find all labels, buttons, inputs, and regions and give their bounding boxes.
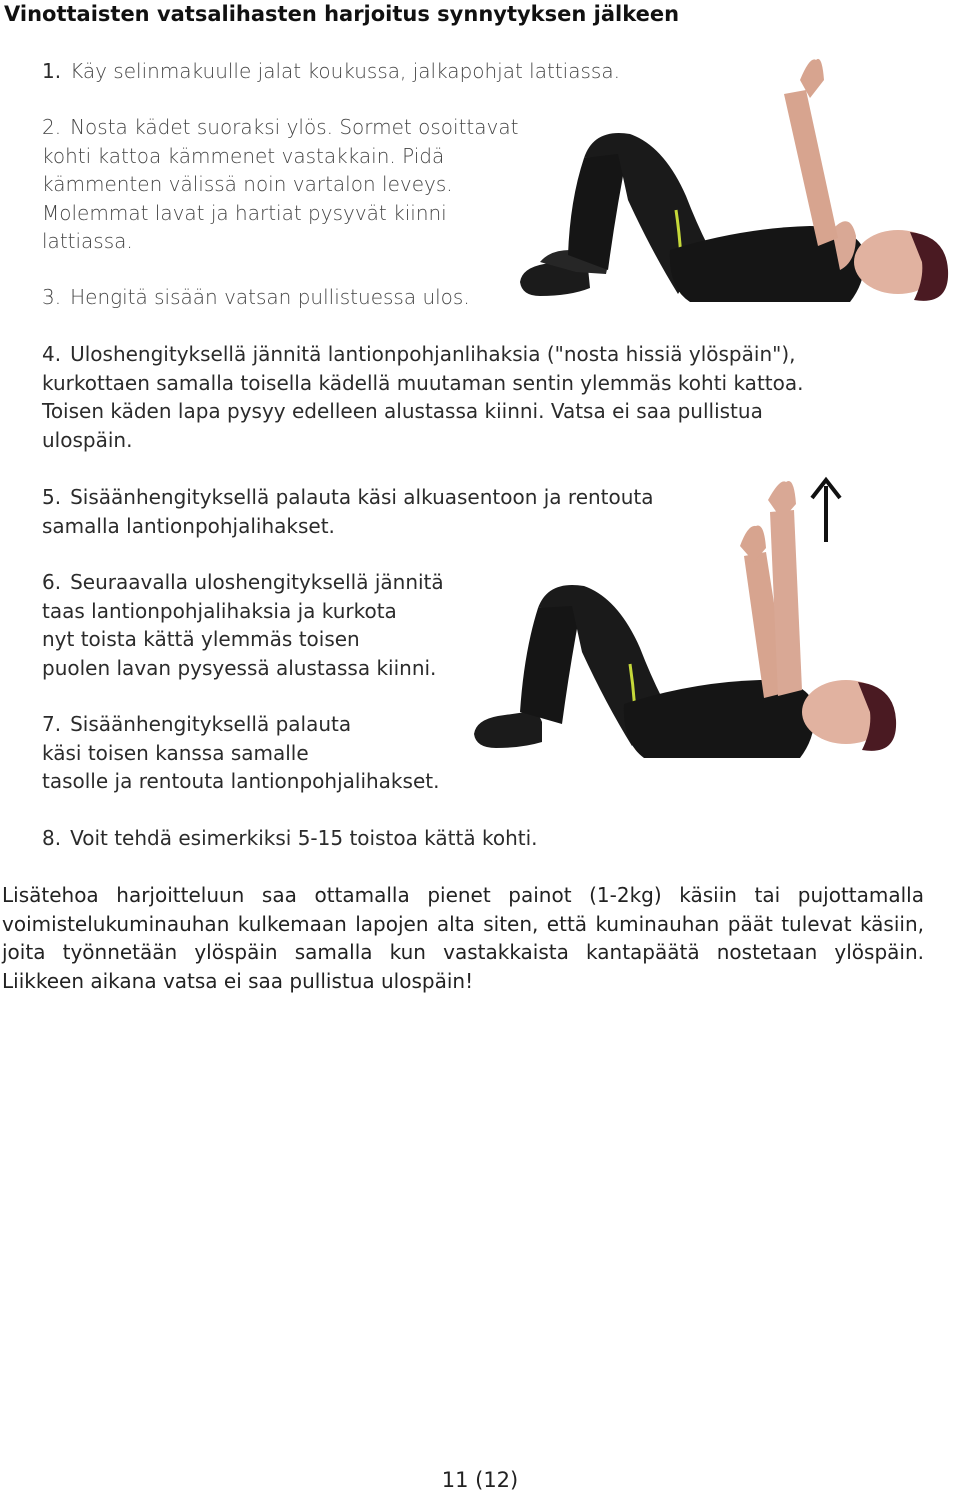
- step-text-line: taas lantionpohjalihaksia ja kurkota: [42, 598, 397, 623]
- step-8: [42, 824, 538, 853]
- step-6: [42, 568, 444, 682]
- closing-paragraph: Lisätehoa harjoitteluun saa ottamalla pienet painot (1-2kg) käsiin tai pujottamalla voimistelukuminauhan kulkemaan lapojen alta siten, että kuminauhan päät tulevat käsiin, joita työnnetään ylöspäin samalla kun vastakkaista kantapäätä nostetaan ylöspäin. Liikkeen aikana vatsa ei saa pullistua ulospäin!: [2, 883, 924, 993]
- step-text: Hengitä sisään vatsan pullistuessa ulos.: [70, 285, 470, 309]
- step-number: 5.: [42, 485, 62, 509]
- step-number: 3.: [42, 285, 62, 309]
- step-text-line: käsi toisen kanssa samalle: [42, 740, 309, 765]
- step-text-line: Nosta kädet suoraksi ylös. Sormet osoittavat: [70, 115, 519, 139]
- step-number: 1.: [42, 59, 62, 83]
- page-number: 11 (12): [441, 1468, 519, 1492]
- step-number: 7.: [42, 712, 62, 736]
- page-title: Vinottaisten vatsalihasten harjoitus synnytyksen jälkeen: [4, 2, 680, 26]
- step-number: 4.: [42, 342, 62, 366]
- step-text-line: tasolle ja rentouta lantionpohjalihakset.: [42, 769, 440, 793]
- step-text-line: samalla lantionpohjalihakset.: [42, 513, 335, 538]
- step-number: 8.: [42, 826, 62, 850]
- step-text-line: Uloshengityksellä jännitä lantionpohjanlihaksia ("nosta hissiä ylöspäin"),: [70, 342, 796, 366]
- step-text-line: puolen lavan pysyessä alustassa kiinni.: [42, 655, 437, 680]
- step-4: [42, 340, 803, 454]
- step-text: Voit tehdä esimerkiksi 5-15 toistoa kättä kohti.: [70, 826, 538, 850]
- step-text-line: lattiassa.: [42, 229, 133, 253]
- step-text: Käy selinmakuulle jalat koukussa, jalkapohjat lattiassa.: [70, 59, 620, 83]
- exercise-start-position-figure: [510, 50, 950, 310]
- step-3: [42, 283, 470, 312]
- step-text-line: Toisen käden lapa pysyy edelleen alustassa kiinni. Vatsa ei saa pullistua: [42, 399, 763, 423]
- step-text-line: nyt toista kättä ylemmäs toisen: [42, 627, 360, 651]
- step-7: [42, 710, 439, 796]
- step-text-line: Sisäänhengityksellä palauta käsi alkuasentoon ja rentouta: [70, 485, 654, 509]
- step-text-line: kämmenten välissä noin vartalon leveys.: [42, 172, 453, 196]
- step-text-line: kohti kattoa kämmenet vastakkain. Pidä: [42, 143, 445, 168]
- step-text-line: ulospäin.: [42, 427, 133, 452]
- up-arrow-icon: [806, 476, 846, 546]
- step-number: 2.: [42, 115, 62, 139]
- step-text-line: Seuraavalla uloshengityksellä jännitä: [70, 570, 444, 594]
- step-2: [42, 113, 518, 256]
- step-text-line: Molemmat lavat ja hartiat pysyvät kiinni: [42, 200, 447, 225]
- step-text-line: kurkottaen samalla toisella kädellä muutaman sentin ylemmäs kohti kattoa.: [42, 370, 804, 395]
- step-number: 6.: [42, 570, 62, 594]
- exercise-reach-figure: [468, 476, 898, 776]
- step-text-line: Sisäänhengityksellä palauta: [70, 712, 352, 736]
